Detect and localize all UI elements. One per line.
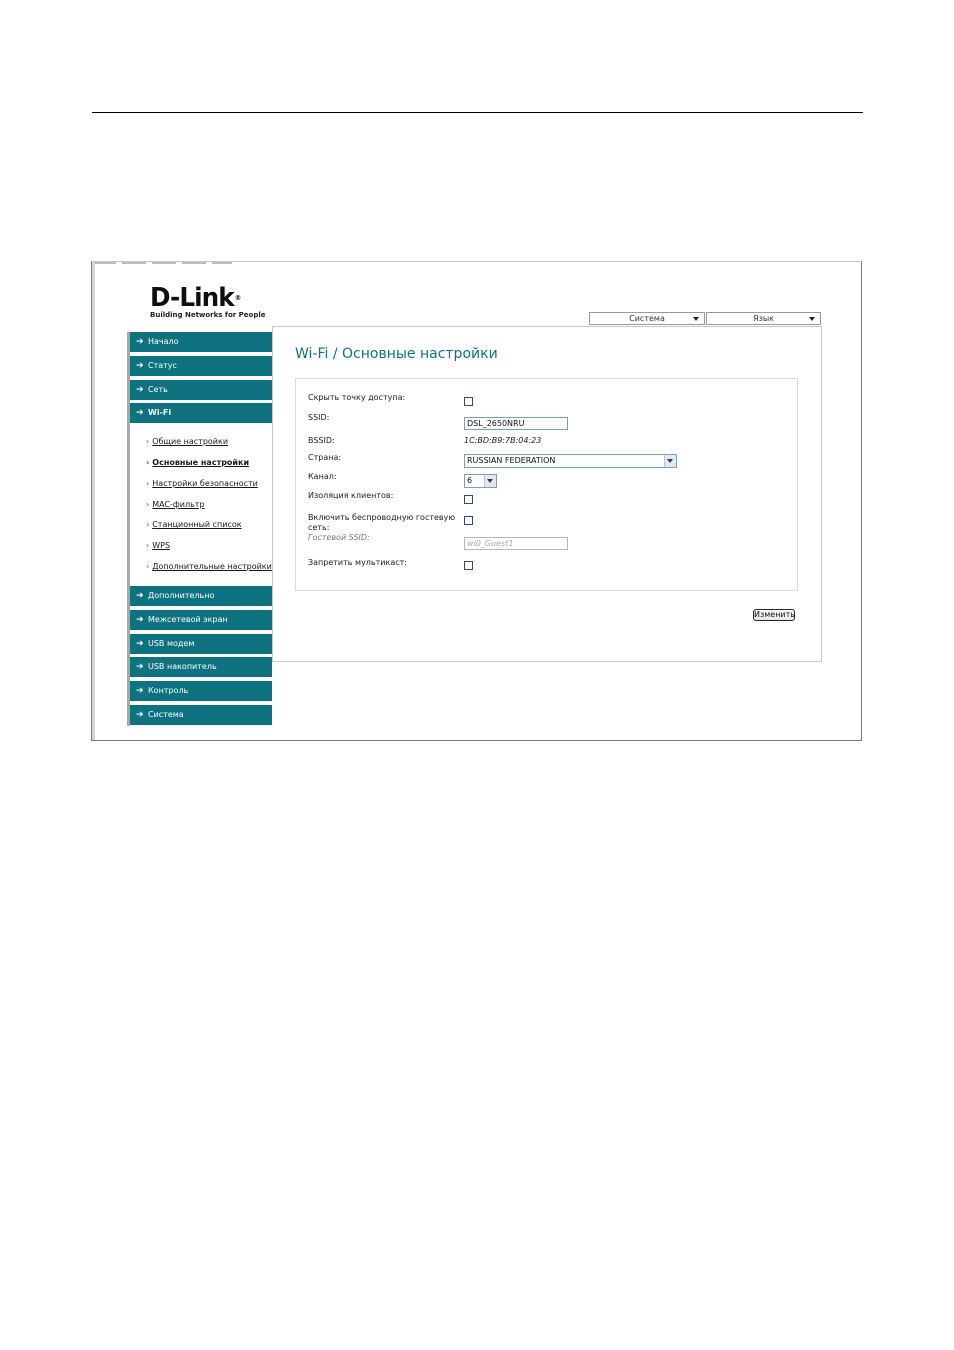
sidebar-item-status[interactable]: ➔ Статус	[130, 356, 272, 376]
bssid-label: BSSID:	[308, 436, 335, 445]
arrow-right-icon: ➔	[136, 385, 144, 395]
ssid-input[interactable]: DSL_2650NRU	[464, 417, 568, 430]
sidebar-item-system[interactable]: ➔ Система	[130, 705, 272, 725]
arrow-right-icon: ➔	[136, 662, 144, 672]
window-left-edge	[92, 262, 95, 740]
sidebar-navigation	[130, 332, 272, 728]
wifi-submenu	[130, 423, 272, 583]
sidebar-item-advanced[interactable]: ➔ Дополнительно	[130, 586, 272, 606]
page-title: Wi-Fi / Основные настройки	[295, 346, 498, 362]
language-menu-dropdown[interactable]	[706, 312, 821, 325]
chevron-down-icon	[809, 317, 815, 321]
submenu-basic-settings[interactable]: › Основные настройки	[146, 458, 250, 467]
guest-network-checkbox[interactable]	[464, 516, 473, 525]
dlink-logo	[150, 283, 266, 319]
sidebar-item-usb-modem[interactable]: ➔ USB модем	[130, 634, 272, 654]
language-menu-label: Язык	[753, 314, 774, 323]
guest-ssid-label: Гостевой SSID:	[308, 533, 370, 542]
arrow-right-icon: ➔	[136, 615, 144, 625]
arrow-right-icon: ➔	[136, 337, 144, 347]
arrow-right-icon: ➔	[136, 710, 144, 720]
submenu-wps[interactable]: › WPS	[146, 541, 171, 550]
sidebar-item-firewall[interactable]: ➔ Межсетевой экран	[130, 610, 272, 630]
chevron-down-icon	[693, 317, 699, 321]
country-select[interactable]	[464, 454, 677, 468]
arrow-right-icon: ➔	[136, 639, 144, 649]
sidebar-item-wifi[interactable]: ➔ Wi-Fi	[130, 403, 272, 423]
chevron-down-icon	[484, 475, 496, 487]
submenu-security-settings[interactable]: › Настройки безопасности	[146, 479, 258, 488]
guest-network-label-line1: Включить беспроводную гостевую	[308, 513, 456, 522]
chevron-down-icon	[664, 455, 676, 467]
client-isolation-label: Изоляция клиентов:	[308, 491, 394, 500]
multicast-label: Запретить мультикаст:	[308, 558, 407, 567]
client-isolation-checkbox[interactable]	[464, 495, 473, 504]
logo-wordmark: D-Link	[150, 283, 234, 313]
ssid-label: SSID:	[308, 413, 330, 422]
sidebar-item-start[interactable]: ➔ Начало	[130, 332, 272, 352]
hide-ap-checkbox[interactable]	[464, 397, 473, 406]
guest-ssid-input[interactable]: wl0_Guest1	[464, 537, 568, 550]
block-multicast-checkbox[interactable]	[464, 561, 473, 570]
country-label: Страна:	[308, 453, 342, 462]
hide-ap-label: Скрыть точку доступа:	[308, 393, 406, 402]
apply-button[interactable]: Изменить	[754, 610, 795, 619]
submenu-advanced-settings[interactable]: › Дополнительные настройки	[146, 562, 272, 571]
channel-select[interactable]	[464, 474, 497, 488]
router-web-interface	[91, 261, 862, 741]
submenu-general-settings[interactable]: › Общие настройки	[146, 437, 229, 446]
document-header-rule	[92, 112, 863, 113]
arrow-right-icon: ➔	[136, 591, 144, 601]
guest-network-label-line2: сеть:	[308, 523, 330, 532]
submenu-mac-filter[interactable]: › MAC-фильтр	[146, 500, 205, 509]
bssid-value: 1C:BD:B9:7B:04:23	[464, 436, 542, 445]
logo-registered-mark: ®	[234, 294, 241, 302]
arrow-right-icon: ➔	[136, 361, 144, 371]
sidebar-item-usb-storage[interactable]: ➔ USB накопитель	[130, 657, 272, 677]
window-top-edge	[92, 261, 232, 264]
system-menu-label: Система	[629, 314, 665, 323]
sidebar-item-network[interactable]: ➔ Сеть	[130, 380, 272, 400]
channel-label: Канал:	[308, 472, 337, 481]
system-menu-dropdown[interactable]	[589, 312, 705, 325]
logo-tagline: Building Networks for People	[150, 311, 266, 319]
arrow-right-icon: ➔	[136, 408, 144, 418]
arrow-right-icon: ➔	[136, 686, 144, 696]
sidebar-item-control[interactable]: ➔ Контроль	[130, 681, 272, 701]
submenu-station-list[interactable]: › Станционный список	[146, 520, 242, 529]
channel-select-value: 6	[467, 476, 473, 485]
country-select-value: RUSSIAN FEDERATION	[467, 456, 556, 465]
